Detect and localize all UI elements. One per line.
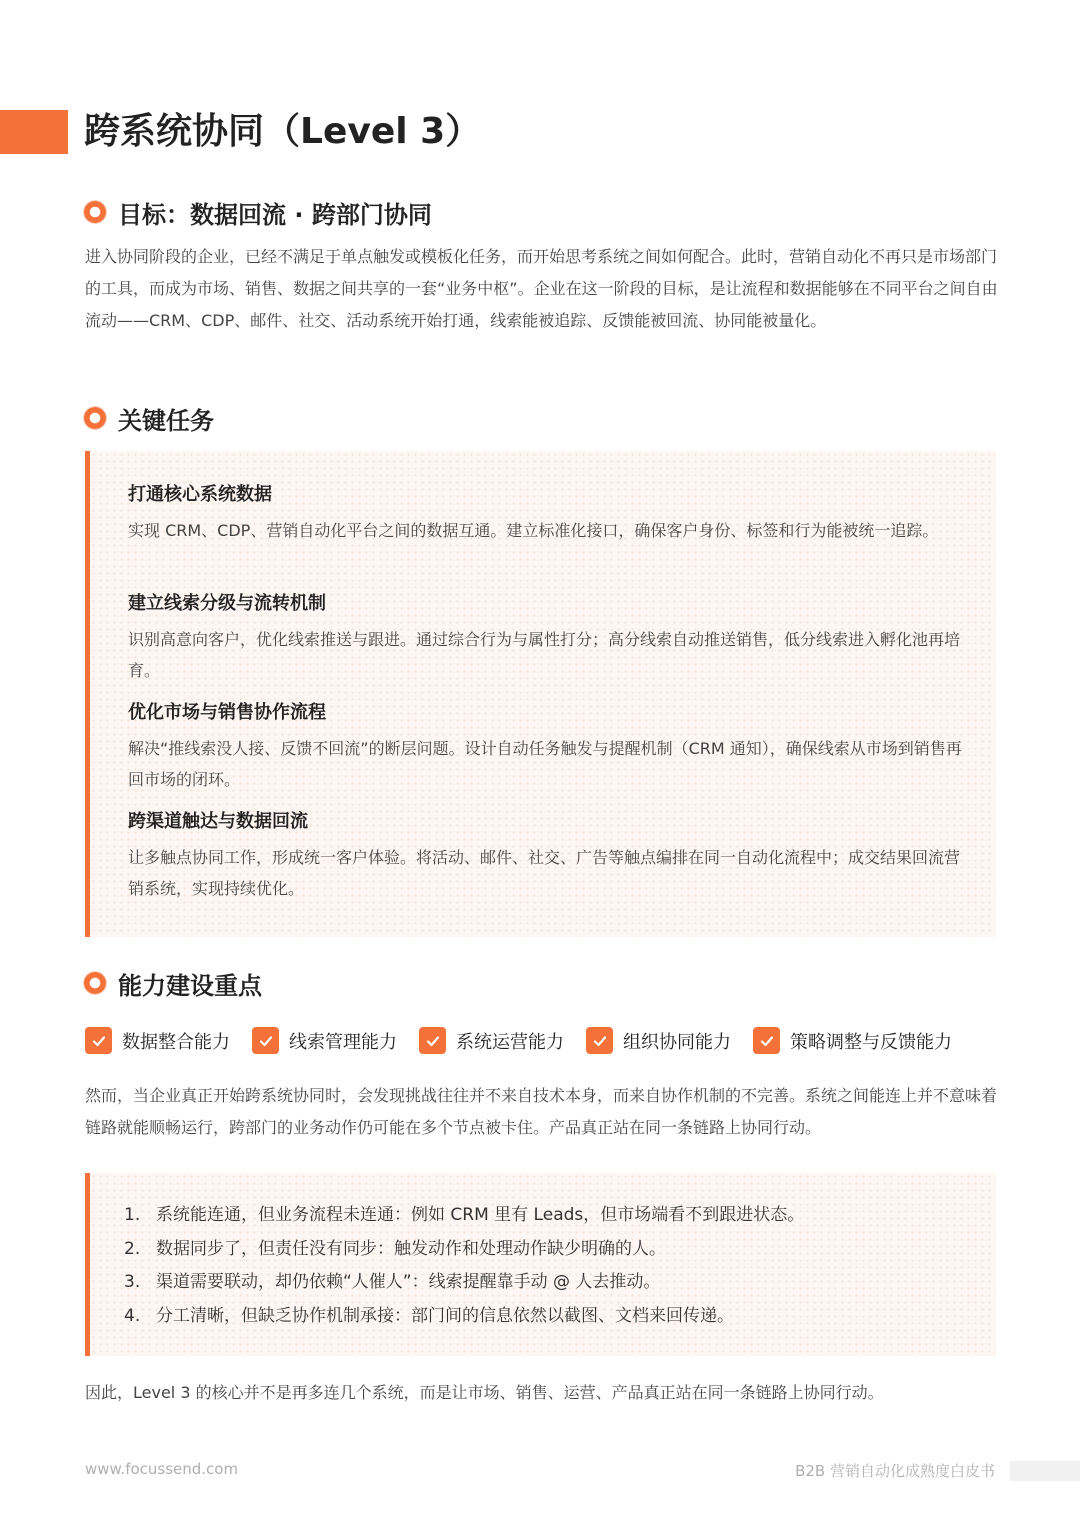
issue-number: 1.	[124, 1205, 141, 1225]
task-item	[128, 481, 968, 546]
checkbox-checked-icon	[85, 1027, 112, 1054]
capability-item	[419, 1027, 564, 1054]
task-title: 建立线索分级与流转机制	[128, 593, 326, 614]
footer-decor-bar	[1010, 1461, 1080, 1481]
issue-item	[124, 1199, 984, 1233]
issues-panel	[85, 1173, 996, 1356]
capability-label: 线索管理能力	[289, 1031, 397, 1053]
capabilities-heading-text: 能力建设重点	[118, 971, 262, 1000]
bullet-dot-icon	[84, 201, 106, 223]
task-desc: 让多触点协同工作，形成统一客户体验。将活动、邮件、社交、广告等触点编排在同一自动化流程中；成交结果回流营销系统，实现持续优化。	[128, 848, 961, 898]
capability-item	[753, 1027, 952, 1054]
page-title: 跨系统协同（Level 3）	[84, 111, 482, 152]
issue-item	[124, 1266, 984, 1300]
issue-text: 数据同步了，但责任没有同步：触发动作和处理动作缺少明确的人。	[156, 1238, 666, 1259]
task-item	[128, 590, 968, 686]
issues-list	[124, 1199, 984, 1333]
issue-item	[124, 1300, 984, 1334]
capability-label: 数据整合能力	[122, 1031, 230, 1053]
footer-book-title: B2B 营销自动化成熟度白皮书	[795, 1462, 995, 1480]
task-desc: 实现 CRM、CDP、营销自动化平台之间的数据互通。建立标准化接口，确保客户身份、标签和行为能被统一追踪。	[128, 521, 939, 540]
capability-item	[586, 1027, 731, 1054]
goal-heading-text: 目标：数据回流 · 跨部门协同	[118, 200, 432, 229]
conclusion-paragraph: 因此，Level 3 的核心并不是再多连几个系统，而是让市场、销售、运营、产品真正站在同一条链路上协同行动。	[85, 1383, 884, 1402]
tasks-heading-text: 关键任务	[118, 406, 214, 435]
issue-text: 渠道需要联动，却仍依赖“人催人”：线索提醒靠手动 @ 人去推动。	[156, 1272, 661, 1292]
tasks-heading	[84, 400, 214, 436]
issue-number: 3.	[124, 1272, 141, 1292]
bullet-dot-icon	[84, 407, 106, 429]
capability-label: 系统运营能力	[456, 1031, 564, 1053]
issue-number: 4.	[124, 1305, 141, 1326]
checkbox-checked-icon	[419, 1027, 446, 1054]
task-title: 跨渠道触达与数据回流	[128, 811, 308, 832]
capabilities-heading	[84, 965, 262, 1001]
issue-item	[124, 1233, 984, 1267]
checkbox-checked-icon	[586, 1027, 613, 1054]
title-accent-bar	[0, 110, 68, 154]
task-desc: 解决“推线索没人接、反馈不回流”的断层问题。设计自动任务触发与提醒机制（CRM 通知），确保线索从市场到销售再回市场的闭环。	[128, 739, 962, 789]
task-item	[128, 699, 968, 795]
capability-item	[252, 1027, 397, 1054]
task-item	[128, 808, 968, 904]
capability-label: 组织协同能力	[623, 1031, 731, 1053]
capability-label: 策略调整与反馈能力	[790, 1031, 952, 1053]
checkbox-checked-icon	[252, 1027, 279, 1054]
task-title: 打通核心系统数据	[128, 484, 272, 505]
checkbox-checked-icon	[753, 1027, 780, 1054]
task-desc: 识别高意向客户，优化线索推送与跟进。通过综合行为与属性打分；高分线索自动推送销售，低分线索进入孵化池再培育。	[128, 630, 961, 680]
key-tasks-panel	[85, 451, 996, 937]
issue-text: 系统能连通，但业务流程未连通：例如 CRM 里有 Leads，但市场端看不到跟进状态。	[156, 1205, 805, 1225]
capability-list	[85, 1027, 952, 1054]
goal-heading	[84, 194, 432, 230]
task-title: 优化市场与销售协作流程	[128, 702, 326, 723]
goal-paragraph: 进入协同阶段的企业，已经不满足于单点触发或模板化任务，而开始思考系统之间如何配合。此时，营销自动化不再只是市场部门的工具，而成为市场、销售、数据之间共享的一套“业务中枢”。企业在这一阶段的目标，是让流程和数据能够在不同平台之间自由流动——CRM、CDP、邮件、社交、活动系统开始打通，线索能被追踪、反馈能被回流、协同能被量化。	[85, 247, 998, 330]
bullet-dot-icon	[84, 972, 106, 994]
issue-number: 2.	[124, 1238, 141, 1259]
issue-text: 分工清晰，但缺乏协作机制承接：部门间的信息依然以截图、文档来回传递。	[156, 1305, 734, 1326]
footer-url: www.focussend.com	[85, 1460, 239, 1478]
capability-item	[85, 1027, 230, 1054]
capabilities-paragraph: 然而，当企业真正开始跨系统协同时，会发现挑战往往并不来自技术本身，而来自协作机制的不完善。系统之间能连上并不意味着链路就能顺畅运行，跨部门的业务动作仍可能在多个节点被卡住。产品真正站在同一条链路上协同行动。	[85, 1086, 998, 1137]
